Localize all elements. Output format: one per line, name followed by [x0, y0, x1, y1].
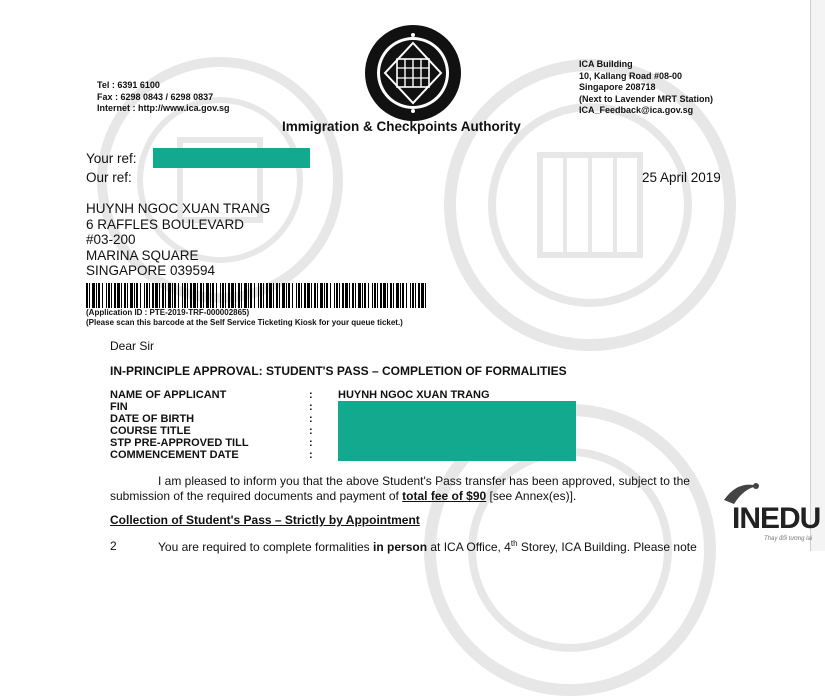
inedu-brand: [712, 478, 822, 550]
barcode-bar: [86, 283, 88, 308]
field-colon: :: [309, 437, 313, 449]
barcode-bar: [248, 283, 249, 308]
field-labels: [110, 389, 249, 461]
address-line: MARINA SQUARE: [86, 247, 199, 263]
barcode-bar: [349, 283, 350, 308]
barcode-bar: [238, 283, 240, 308]
barcode-bar: [393, 283, 394, 308]
section-heading: Collection of Student's Pass – Strictly by Appointment: [110, 513, 420, 527]
barcode-bar: [304, 283, 306, 308]
in-person-text: in person: [373, 540, 428, 554]
barcode-bar: [184, 283, 186, 308]
barcode-bar: [273, 283, 274, 308]
barcode-bar: [342, 283, 344, 308]
address-line: SINGAPORE 039594: [86, 263, 216, 278]
address-line: 6 RAFFLES BOULEVARD: [86, 216, 245, 232]
barcode-bar: [106, 283, 107, 308]
barcode-bar: [172, 283, 173, 308]
brand-name: INEDU: [732, 502, 821, 535]
barcode-bar: [301, 283, 302, 308]
barcode-bar: [241, 283, 242, 308]
contact-block: [97, 80, 230, 115]
barcode-bar: [174, 283, 176, 308]
barcode-bar: [326, 283, 328, 308]
barcode-bar: [111, 283, 112, 308]
barcode-bar: [364, 283, 366, 308]
barcode-bar: [355, 283, 356, 308]
barcode-instruction: (Please scan this barcode at the Self Service Ticketing Kiosk for your queue ticket.): [86, 318, 403, 327]
barcode-bar: [269, 283, 272, 308]
barcode-bar: [228, 283, 230, 308]
barcode-bar: [96, 283, 97, 308]
barcode-bar: [136, 283, 138, 308]
barcode-bar: [372, 283, 373, 308]
barcode-bar: [152, 283, 154, 308]
paragraph-1: [110, 474, 690, 504]
barcode-bar: [330, 283, 331, 308]
barcode-bar: [410, 283, 411, 308]
barcode-caption: [86, 308, 403, 328]
barcode-bar: [358, 283, 361, 308]
our-ref-label: Our ref:: [86, 170, 132, 185]
brand-tagline: Thay đổi tương lai: [764, 536, 813, 542]
fax-text: Fax : 6298 0843 / 6298 0837: [97, 91, 214, 102]
field-label: COURSE TITLE: [110, 425, 191, 437]
barcode-bar: [412, 283, 414, 308]
barcode-bar: [187, 283, 188, 308]
para2-suffix: Storey, ICA Building. Please note: [517, 540, 697, 554]
barcode-bar: [425, 283, 426, 308]
barcode-bar: [130, 283, 133, 308]
redacted-your-ref: [153, 148, 310, 168]
barcode-bar: [144, 283, 145, 308]
barcode-bar: [117, 283, 120, 308]
field-label: DATE OF BIRTH: [110, 413, 195, 425]
barcode-bar: [317, 283, 318, 308]
total-fee: total fee of $90: [402, 489, 487, 503]
barcode-bar: [197, 283, 198, 308]
barcode-bar: [203, 283, 204, 308]
barcode-bar: [127, 283, 128, 308]
barcode-bar: [244, 283, 247, 308]
paragraph-1-line-2: [110, 489, 690, 504]
barcode-bar: [121, 283, 122, 308]
barcode-bar: [418, 283, 420, 308]
barcode-bar: [212, 283, 214, 308]
building-text: ICA Building: [579, 59, 633, 69]
barcode-bar: [380, 283, 382, 308]
barcode-bar: [222, 283, 224, 308]
barcode-bar: [258, 283, 259, 308]
barcode-bar: [206, 283, 209, 308]
postal-text: Singapore 208718: [579, 82, 656, 92]
field-colon: :: [309, 389, 313, 401]
barcode-bar: [339, 283, 340, 308]
barcode-bar: [324, 283, 325, 308]
field-colon: :: [309, 413, 313, 425]
field-label: STP PRE-APPROVED TILL: [110, 437, 249, 449]
field-label: COMMENCEMENT DATE: [110, 449, 239, 461]
para2-prefix: You are required to complete formalities: [158, 540, 374, 554]
barcode-bar: [98, 283, 100, 308]
field-label: FIN: [110, 401, 128, 413]
barcode-bar: [190, 283, 192, 308]
barcode-bar: [383, 283, 386, 308]
barcode-bar: [124, 283, 126, 308]
barcode-bar: [102, 283, 103, 308]
field-colon: :: [309, 425, 313, 437]
barcode-bar: [254, 283, 255, 308]
barcode-bar: [89, 283, 90, 308]
address-line: #03-200: [86, 232, 136, 247]
page-shadow: [811, 0, 825, 551]
letter-date: 25 April 2019: [642, 170, 721, 185]
barcode-bar: [400, 283, 401, 308]
barcode-bar: [286, 283, 287, 308]
barcode-bar: [155, 283, 158, 308]
paragraph-1-line-1: I am pleased to inform you that the above Student's Pass transfer has been approved, subject to the: [158, 474, 690, 488]
field-colons: [309, 389, 313, 461]
barcode-bar: [250, 283, 252, 308]
barcode-bar: [279, 283, 280, 308]
barcode-bar: [134, 283, 135, 308]
barcode-bar: [396, 283, 399, 308]
barcode-bar: [377, 283, 378, 308]
barcode-bar: [225, 283, 226, 308]
barcode-bar: [415, 283, 416, 308]
barcode-bar: [374, 283, 376, 308]
barcode-bar: [390, 283, 392, 308]
phone-text: Tel : 6391 6100: [97, 80, 160, 90]
barcode-bar: [178, 283, 179, 308]
field-colon: :: [309, 449, 313, 461]
barcode-bar: [220, 283, 221, 308]
barcode-bar: [108, 283, 110, 308]
barcode-bar: [298, 283, 300, 308]
authority-title: Immigration & Checkpoints Authority: [282, 119, 521, 134]
ica-logo-icon: [363, 23, 463, 123]
para2-mid: at ICA Office, 4: [427, 540, 511, 554]
barcode-bar: [292, 283, 293, 308]
barcode-bar: [162, 283, 164, 308]
barcode-bar: [92, 283, 95, 308]
your-ref-label: Your ref:: [86, 151, 137, 166]
barcode-icon: [86, 283, 428, 308]
barcode-bar: [387, 283, 388, 308]
barcode-bar: [307, 283, 310, 308]
barcode-bar: [345, 283, 348, 308]
barcode-bar: [235, 283, 236, 308]
barcode-bar: [362, 283, 363, 308]
barcode-bar: [146, 283, 148, 308]
address-block: [579, 59, 713, 117]
para1-suffix: [see Annex(es)].: [486, 489, 577, 503]
barcode-bar: [311, 283, 312, 308]
paragraph-2: [158, 539, 697, 554]
barcode-bar: [149, 283, 150, 308]
mrt-text: (Next to Lavender MRT Station): [579, 93, 714, 104]
website-text: Internet : http://www.ica.gov.sg: [97, 103, 230, 113]
barcode-bar: [216, 283, 217, 308]
subject-heading: IN-PRINCIPLE APPROVAL: STUDENT'S PASS – COMPLETION OF FORMALITIES: [110, 364, 567, 378]
field-label: NAME OF APPLICANT: [110, 389, 227, 401]
application-id: (Application ID : PTE-2019-TRF-000002865): [86, 308, 250, 317]
barcode-bar: [288, 283, 290, 308]
barcode-bar: [165, 283, 166, 308]
barcode-bar: [368, 283, 369, 308]
barcode-bar: [210, 283, 211, 308]
barcode-bar: [336, 283, 338, 308]
feedback-email: ICA_Feedback@ica.gov.sg: [579, 105, 694, 115]
barcode-bar: [314, 283, 316, 308]
barcode-bar: [193, 283, 196, 308]
barcode-bar: [114, 283, 116, 308]
barcode-bar: [352, 283, 354, 308]
redacted-fields: [338, 401, 576, 461]
page-edge: [810, 0, 811, 551]
barcode-bar: [296, 283, 297, 308]
barcode-bar: [266, 283, 268, 308]
barcode-bar: [140, 283, 141, 308]
barcode-bar: [320, 283, 323, 308]
barcode-bar: [200, 283, 202, 308]
barcode-bar: [263, 283, 264, 308]
barcode-bar: [402, 283, 404, 308]
barcode-bar: [159, 283, 160, 308]
barcode-bar: [168, 283, 171, 308]
field-colon: :: [309, 401, 313, 413]
barcode-bar: [334, 283, 335, 308]
ordinal-suffix: th: [510, 539, 518, 548]
barcode-bar: [260, 283, 262, 308]
barcode-bar: [421, 283, 424, 308]
para1-prefix: submission of the required documents and payment of: [110, 489, 403, 503]
para-2-number: 2: [110, 539, 117, 553]
barcode-bar: [406, 283, 407, 308]
salutation: Dear Sir: [110, 339, 155, 353]
applicant-name-value: HUYNH NGOC XUAN TRANG: [338, 389, 490, 401]
barcode-bar: [182, 283, 183, 308]
recipient-address: [86, 201, 270, 279]
street-text: 10, Kallang Road #08-00: [579, 70, 683, 81]
barcode-bar: [231, 283, 234, 308]
barcode-bar: [282, 283, 285, 308]
address-line: HUYNH NGOC XUAN TRANG: [86, 201, 271, 216]
barcode-bar: [276, 283, 278, 308]
